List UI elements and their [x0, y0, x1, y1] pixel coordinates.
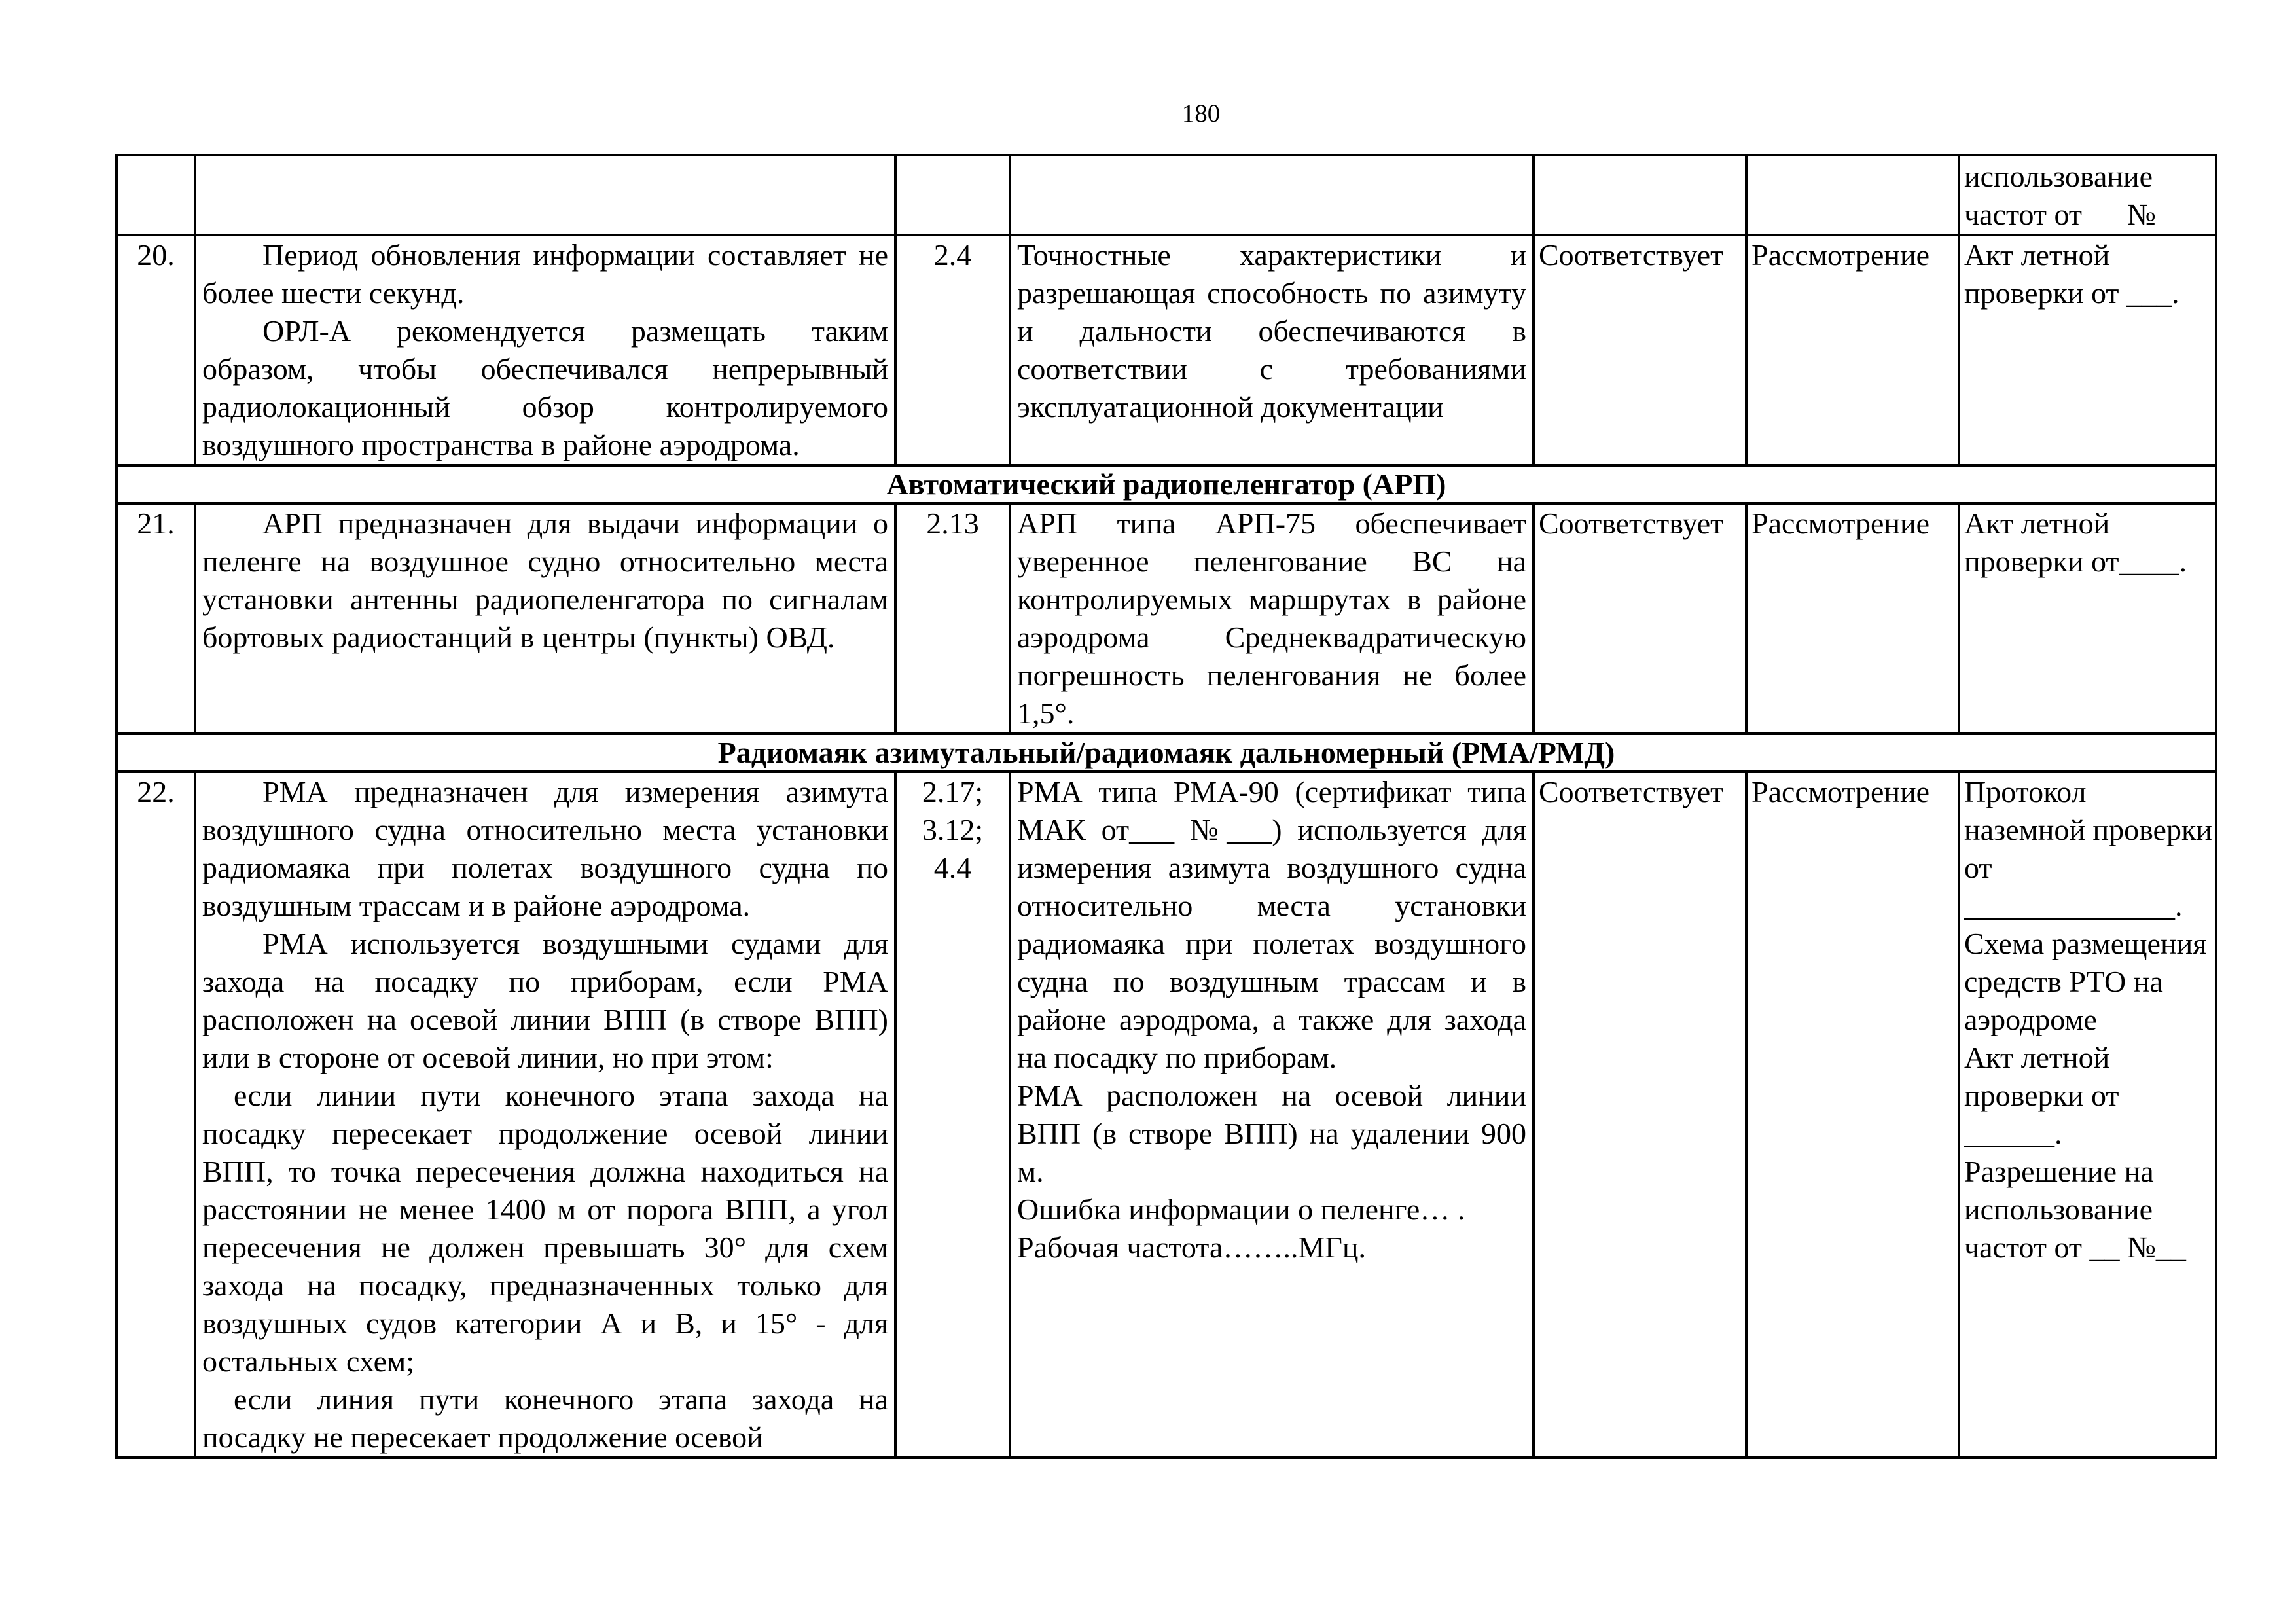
- requirement-paragraph: РМА используется воздушными судами для захода на посадку по приборам, если РМА расположен на осевой линии ВПП (в створе ВПП) или в стороне от осевой линии, но при этом:: [202, 927, 888, 1074]
- row-number: 21.: [117, 503, 195, 734]
- clause-line: 2.17;: [922, 775, 984, 808]
- cell-document: [1959, 503, 2216, 734]
- cell-clause: [895, 155, 1010, 235]
- doc-paragraph: Схема размещения средств РТО на аэродроме: [1964, 927, 2207, 1036]
- doc-line: использование: [1964, 160, 2153, 193]
- compliance-table: [115, 154, 2217, 1459]
- doc-line: частот от №: [1964, 198, 2156, 231]
- result-paragraph: РМА расположен на осевой линии ВПП (в створе ВПП) на удалении 900 м.: [1017, 1079, 1526, 1188]
- cell-method: Рассмотрение: [1746, 235, 1959, 465]
- requirement-paragraph: ОРЛ-А рекомендуется размещать таким образом, чтобы обеспечивался непрерывный радиолокационный обзор контролируемого воздушного пространства в районе аэродрома.: [202, 314, 888, 461]
- row-number: 20.: [117, 235, 195, 465]
- doc-paragraph: Разрешение на использование частот от __ №__: [1964, 1155, 2186, 1264]
- cell-clause: 2.13: [895, 503, 1010, 734]
- cell-status: Соответствует: [1534, 503, 1746, 734]
- section-title-rma: Радиомаяк азимутальный/радиомаяк дальномерный (РМА/РМД): [117, 734, 2216, 772]
- cell-status: Соответствует: [1534, 235, 1746, 465]
- clause-line: 3.12;: [922, 813, 984, 846]
- page-number: 180: [1181, 99, 1221, 128]
- result-paragraph: Ошибка информации о пеленге… .: [1017, 1193, 1465, 1226]
- doc-line: проверки от____.: [1964, 545, 2187, 578]
- section-row-arp: [117, 465, 2216, 503]
- doc-line: Акт летной: [1964, 238, 2110, 272]
- requirement-paragraph: Период обновления информации составляет не более шести секунд.: [202, 238, 888, 310]
- cell-method: Рассмотрение: [1746, 503, 1959, 734]
- cell-num: [117, 155, 195, 235]
- doc-paragraph: Акт летной проверки от ______.: [1964, 1041, 2119, 1150]
- table-row-21: [117, 503, 2216, 734]
- cell-result: [1010, 155, 1534, 235]
- result-paragraph: РМА типа РМА-90 (сертификат типа МАК от___ №___) используется для измерения азимута воздушного судна относительно места установки радиомаяка при полетах воздушного судна по воздушным трассам и в районе аэродрома, а также для захода на посадку по приборам.: [1017, 775, 1526, 1074]
- cell-result: АРП типа АРП-75 обеспечивает уверенное пеленгование ВС на контролируемых маршрутах в районе аэродрома Среднеквадратическую погрешность пеленгования не более 1,5°.: [1010, 503, 1534, 734]
- cell-clause: 2.4: [895, 235, 1010, 465]
- requirement-paragraph: если линия пути конечного этапа захода на посадку не пересекает продолжение осевой: [202, 1382, 888, 1454]
- requirement-paragraph: РМА предназначен для измерения азимута воздушного судна относительно места установки радиомаяка при полетах воздушного судна по воздушным трассам и в районе аэродрома.: [202, 775, 888, 922]
- table-row-continuation: [117, 155, 2216, 235]
- clause-line: 4.4: [933, 851, 972, 884]
- cell-requirement: [195, 155, 895, 235]
- cell-requirement: [195, 235, 895, 465]
- cell-method: Рассмотрение: [1746, 772, 1959, 1458]
- row-number: 22.: [117, 772, 195, 1458]
- cell-requirement: [195, 772, 895, 1458]
- result-paragraph: Рабочая частота……..МГц.: [1017, 1231, 1366, 1264]
- cell-clause: [895, 772, 1010, 1458]
- requirement-paragraph: АРП предназначен для выдачи информации о пеленге на воздушное судно относительно места установки антенны радиопеленгатора по сигналам бортовых радиостанций в центры (пункты) ОВД.: [202, 507, 888, 654]
- table-row-22: [117, 772, 2216, 1458]
- cell-method: [1746, 155, 1959, 235]
- section-row-rma: [117, 734, 2216, 772]
- cell-status: Соответствует: [1534, 772, 1746, 1458]
- doc-paragraph: Протокол наземной проверки от ______________.: [1964, 775, 2212, 922]
- cell-result: Точностные характеристики и разрешающая способность по азимуту и дальности обеспечиваются в соответствии с требованиями эксплуатационной документации: [1010, 235, 1534, 465]
- requirement-paragraph: если линии пути конечного этапа захода на посадку пересекает продолжение осевой линии ВПП, то точка пересечения должна находиться на расстоянии не менее 1400 м от порога ВПП, а угол пересечения не должен превышать 30° для схем захода на посадку, предназначенных только для воздушных судов категории А и В, и 15° - для остальных схем;: [202, 1079, 888, 1378]
- cell-document: [1959, 772, 2216, 1458]
- cell-status: [1534, 155, 1746, 235]
- section-title-arp: Автоматический радиопеленгатор (АРП): [117, 465, 2216, 503]
- doc-line: Акт летной: [1964, 507, 2110, 540]
- cell-requirement: [195, 503, 895, 734]
- doc-line: проверки от ___.: [1964, 276, 2179, 310]
- cell-document: [1959, 155, 2216, 235]
- cell-document: [1959, 235, 2216, 465]
- table-row-20: [117, 235, 2216, 465]
- cell-result: [1010, 772, 1534, 1458]
